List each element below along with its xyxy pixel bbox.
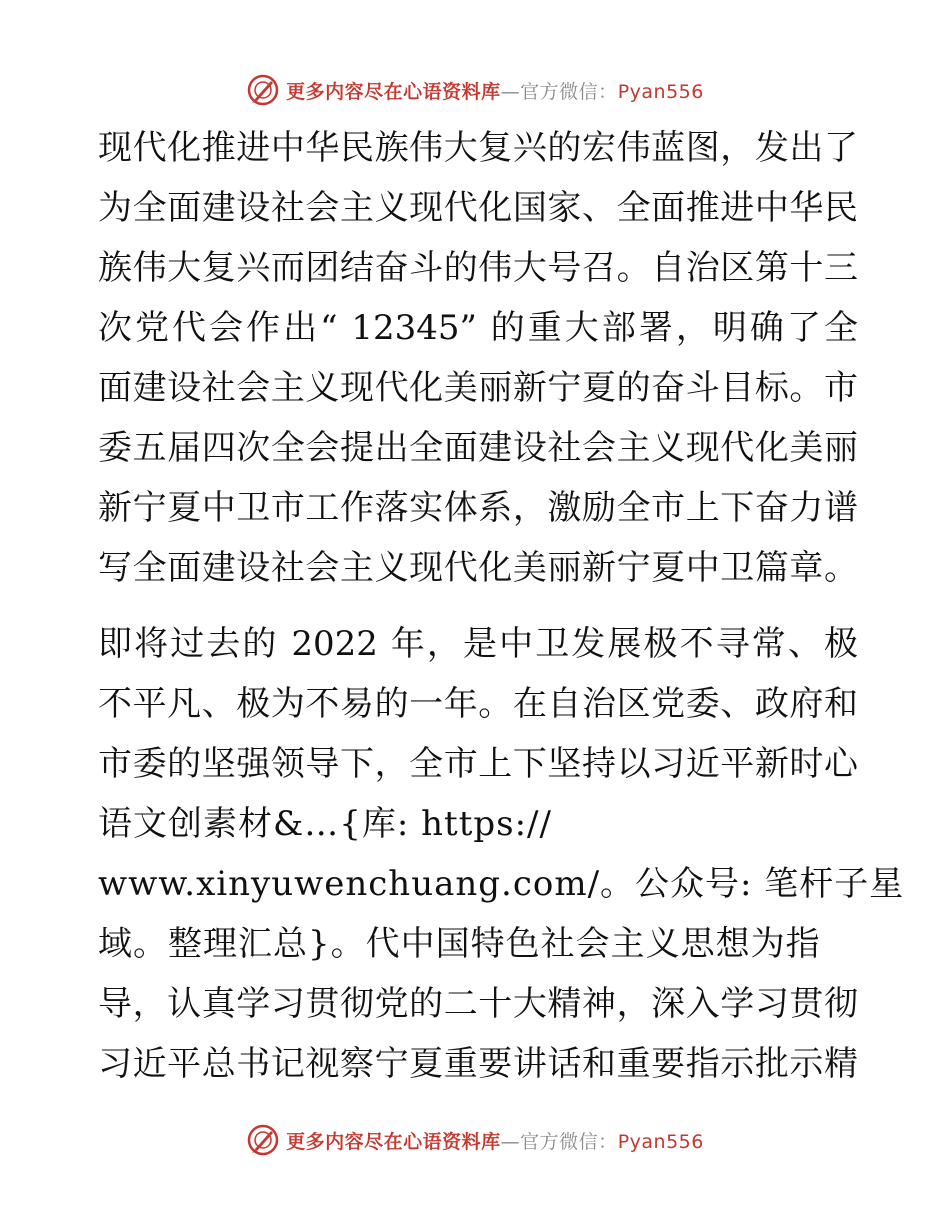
footer-brand: Pyan556 — [617, 1130, 704, 1153]
text-line: 习近平总书记视察宁夏重要讲话和重要指示批示精 — [98, 1044, 858, 1084]
text-line: 族伟大复兴而团结奋斗的伟大号召。自治区第十三 — [98, 248, 858, 288]
header-text-gray: 官方微信： — [520, 80, 618, 103]
paragraph-2 — [98, 614, 905, 1094]
brand-logo-icon — [246, 73, 280, 107]
footer-watermark-text — [286, 1127, 704, 1154]
text-line: 新宁夏中卫市工作落实体系，激励全市上下奋力谱 — [98, 488, 858, 528]
text-line: 写全面建设社会主义现代化美丽新宁夏中卫篇章。 — [98, 548, 858, 588]
header-brand: Pyan556 — [617, 80, 704, 103]
text-line: 语文创素材&…{库: https:// — [98, 804, 552, 844]
text-line: 面建设社会主义现代化美丽新宁夏的奋斗目标。市 — [98, 368, 858, 408]
document-body — [98, 118, 905, 1094]
header-dash: — — [500, 80, 521, 103]
text-line: 次党代会作出“ 12345” 的重大部署，明确了全 — [98, 308, 858, 348]
text-line: 为全面建设社会主义现代化国家、全面推进中华民 — [98, 188, 858, 228]
text-line: 现代化推进中华民族伟大复兴的宏伟蓝图，发出了 — [98, 128, 858, 168]
footer-text-red: 更多内容尽在心语资料库 — [286, 1130, 501, 1153]
header-text-red: 更多内容尽在心语资料库 — [286, 80, 501, 103]
text-line: 导，认真学习贯彻党的二十大精神，深入学习贯彻 — [98, 984, 858, 1024]
footer-watermark — [0, 1120, 950, 1160]
text-line: www.xinyuwenchuang.com/。公众号: 笔杆子星 — [98, 864, 905, 904]
text-line: 委五届四次全会提出全面建设社会主义现代化美丽 — [98, 428, 858, 468]
text-line: 不平凡、极为不易的一年。在自治区党委、政府和 — [98, 684, 858, 724]
paragraph-1 — [98, 118, 858, 598]
footer-dash: — — [500, 1130, 521, 1153]
header-watermark-text — [286, 77, 704, 104]
header-watermark — [0, 70, 950, 110]
text-line: 域。整理汇总}。代中国特色社会主义思想为指 — [98, 924, 821, 964]
text-line: 市委的坚强领导下，全市上下坚持以习近平新时心 — [98, 744, 858, 784]
footer-text-gray: 官方微信： — [520, 1130, 618, 1153]
text-line: 即将过去的 2022 年，是中卫发展极不寻常、极 — [98, 624, 858, 664]
brand-logo-icon — [246, 1123, 280, 1157]
